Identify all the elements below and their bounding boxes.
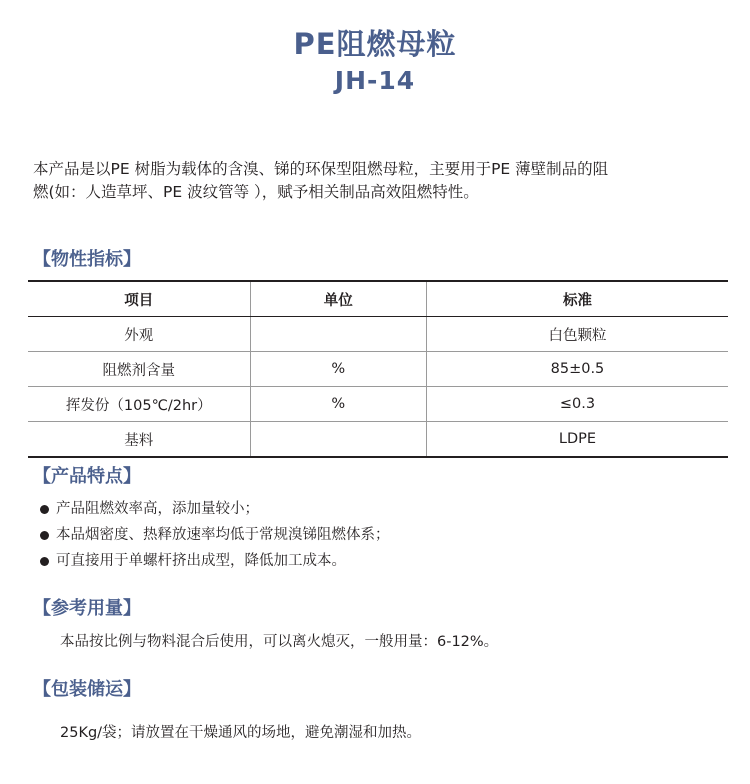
table-row: [28, 387, 728, 422]
cell-standard: LDPE: [426, 422, 728, 458]
feature-text: 产品阻燃效率高，添加量较小；: [56, 501, 259, 517]
product-model: JH-14: [334, 66, 416, 95]
storage-heading: 【包装储运】: [33, 679, 141, 700]
list-item: [40, 496, 390, 522]
usage-heading: 【参考用量】: [33, 598, 141, 619]
intro-line: 本产品是以PE 树脂为载体的含溴、锑的环保型阻燃母粒，主要用于PE 薄壁制品的阻: [33, 160, 609, 178]
properties-table: [28, 280, 728, 458]
cell-unit: [250, 422, 426, 458]
cell-standard: 白色颗粒: [426, 317, 728, 352]
column-header-standard: 标准: [426, 281, 728, 317]
feature-text: 可直接用于单螺杆挤出成型，降低加工成本。: [56, 553, 346, 569]
bullet-icon: [40, 557, 49, 566]
bullet-icon: [40, 505, 49, 514]
product-intro: [33, 158, 673, 204]
product-title: PE阻燃母粒: [293, 27, 457, 61]
cell-item: 外观: [28, 317, 250, 352]
properties-heading: 【物性指标】: [33, 249, 141, 270]
cell-item: 阻燃剂含量: [28, 352, 250, 387]
features-list: [40, 496, 390, 574]
table-row: [28, 352, 728, 387]
features-heading: 【产品特点】: [33, 466, 141, 487]
cell-standard: ≤0.3: [426, 387, 728, 422]
cell-unit: [250, 317, 426, 352]
table-header-row: [28, 281, 728, 317]
usage-text: 本品按比例与物料混合后使用，可以离火熄灭，一般用量：6-12%。: [60, 634, 499, 650]
cell-unit: %: [250, 352, 426, 387]
cell-standard: 85±0.5: [426, 352, 728, 387]
cell-unit: %: [250, 387, 426, 422]
list-item: [40, 522, 390, 548]
storage-text: 25Kg/袋；请放置在干燥通风的场地，避免潮湿和加热。: [60, 725, 422, 741]
column-header-unit: 单位: [250, 281, 426, 317]
feature-text: 本品烟密度、热释放速率均低于常规溴锑阻燃体系；: [56, 527, 390, 543]
cell-item: 基料: [28, 422, 250, 458]
intro-line: 燃(如：人造草坪、PE 波纹管等 ），赋予相关制品高效阻燃特性。: [33, 183, 479, 201]
table-row: [28, 317, 728, 352]
list-item: [40, 548, 390, 574]
column-header-item: 项目: [28, 281, 250, 317]
cell-item: 挥发份（105℃/2hr）: [28, 387, 250, 422]
table-row: [28, 422, 728, 458]
bullet-icon: [40, 531, 49, 540]
